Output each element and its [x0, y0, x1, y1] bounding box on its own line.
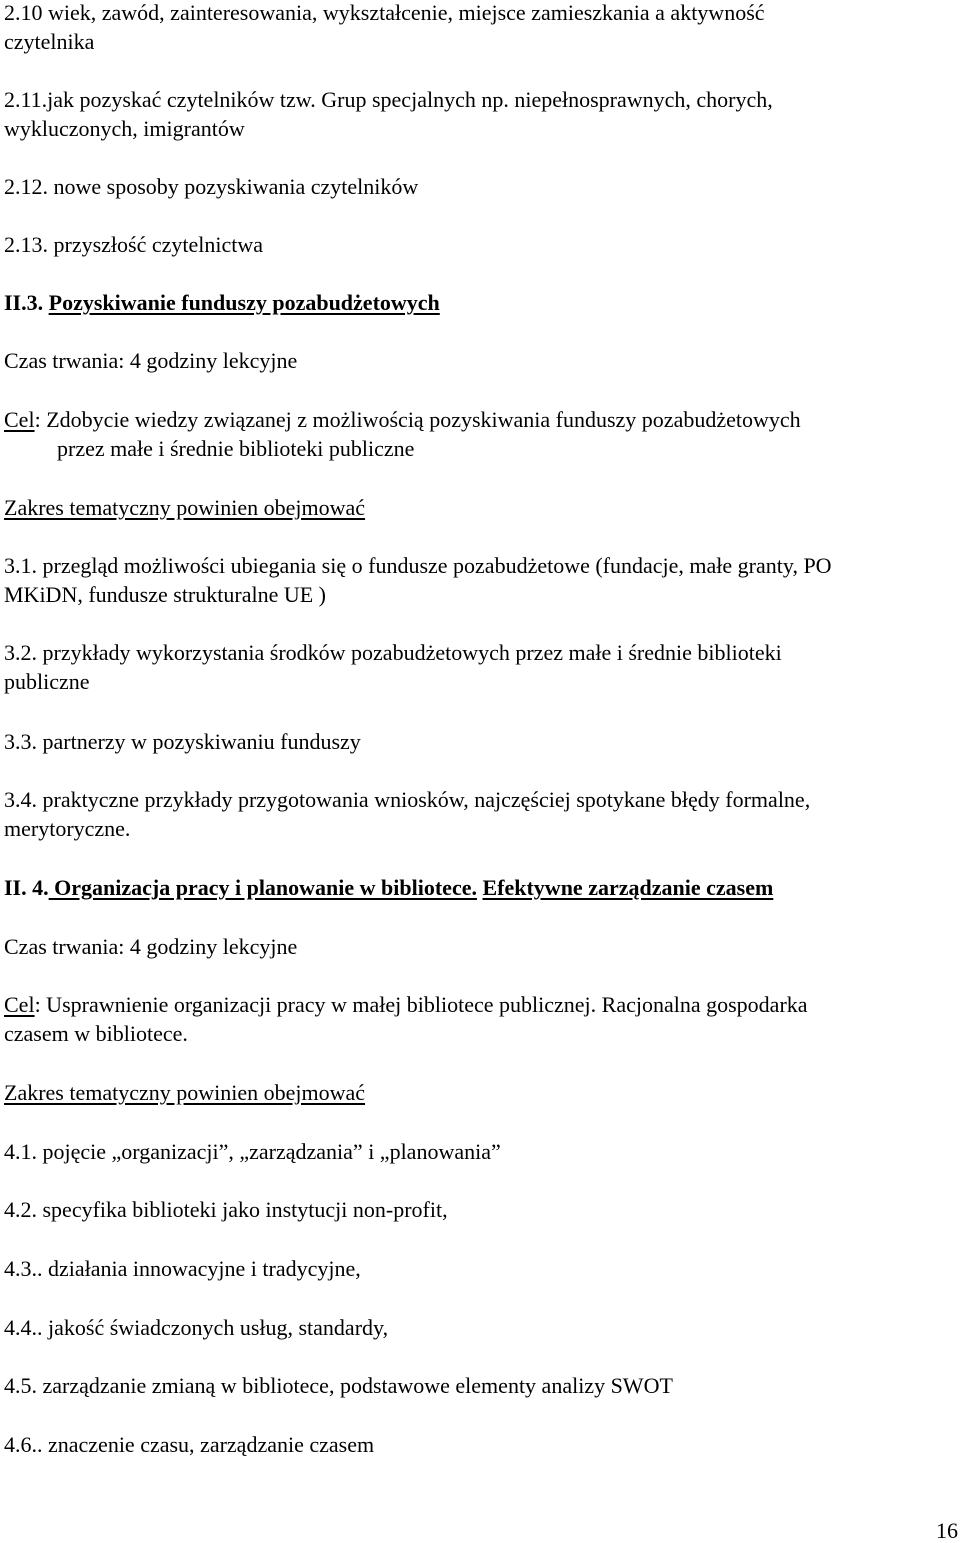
module4-goal-text: : Usprawnienie organizacji pracy w małej bibliotece publicznej. Racjonalna gospodarka	[34, 992, 808, 1017]
module3-item-3-1-line2: MKiDN, fundusze strukturalne UE )	[4, 582, 326, 607]
module4-item-4-1: 4.1. pojęcie „organizacji”, „zarządzania” i „planowania”	[4, 1139, 501, 1164]
module4-title-part2: Efektywne zarządzanie czasem	[482, 875, 774, 900]
item-2-11-line2: wykluczonych, imigrantów	[4, 116, 245, 141]
module3-goal	[4, 407, 801, 433]
module3-item-3-3: 3.3. partnerzy w pozyskiwaniu funduszy	[4, 729, 361, 754]
module4-goal	[4, 992, 808, 1018]
module3-goal-text: Zdobycie wiedzy związanej z możliwością pozyskiwania funduszy pozabudżetowych	[40, 407, 801, 432]
module3-number: II.3.	[4, 290, 49, 315]
module4-goal-label: Cel	[4, 992, 35, 1017]
module3-goal-colon: :	[34, 407, 41, 432]
module3-item-3-4-line2: merytoryczne.	[4, 816, 131, 841]
module4-item-4-6: 4.6.. znaczenie czasu, zarządzanie czasem	[4, 1432, 375, 1457]
module3-goal-label: Cel	[4, 407, 35, 432]
item-2-10-line1: 2.10 wiek, zawód, zainteresowania, wykształcenie, miejsce zamieszkania a aktywność	[4, 0, 765, 25]
module3-item-3-4-line1: 3.4. praktyczne przykłady przygotowania wniosków, najczęściej spotykane błędy formalne,	[4, 787, 811, 812]
item-2-13: 2.13. przyszłość czytelnictwa	[4, 232, 264, 257]
module4-item-4-5: 4.5. zarządzanie zmianą w bibliotece, podstawowe elementy analizy SWOT	[4, 1373, 673, 1398]
module4-item-4-4: 4.4.. jakość świadczonych usług, standardy,	[4, 1315, 389, 1340]
module4-number: II. 4.	[4, 875, 49, 900]
module3-duration: Czas trwania: 4 godziny lekcyjne	[4, 348, 298, 373]
item-2-12: 2.12. nowe sposoby pozyskiwania czytelników	[4, 174, 419, 199]
page-number: 16	[936, 1518, 958, 1543]
module4-item-4-3: 4.3.. działania innowacyjne i tradycyjne,	[4, 1256, 361, 1281]
item-2-10-line2: czytelnika	[4, 29, 95, 54]
module4-scope-heading: Zakres tematyczny powinien obejmować	[4, 1080, 366, 1105]
module4-goal-text-line2: czasem w bibliotece.	[4, 1021, 188, 1046]
module3-heading	[4, 290, 440, 316]
item-2-11-line1: 2.11.jak pozyskać czytelników tzw. Grup specjalnych np. niepełnosprawnych, chorych,	[4, 87, 773, 112]
module3-goal-text-line2: przez małe i średnie biblioteki publiczne	[57, 436, 415, 461]
module3-scope-heading: Zakres tematyczny powinien obejmować	[4, 495, 366, 520]
module4-heading	[4, 875, 773, 901]
module3-item-3-2-line2: publiczne	[4, 669, 90, 694]
module3-title: Pozyskiwanie funduszy pozabudżetowych	[48, 290, 440, 315]
module3-item-3-2-line1: 3.2. przykłady wykorzystania środków pozabudżetowych przez małe i średnie biblioteki	[4, 640, 782, 665]
module4-item-4-2: 4.2. specyfika biblioteki jako instytucji non-profit,	[4, 1197, 448, 1222]
module3-item-3-1-line1: 3.1. przegląd możliwości ubiegania się o fundusze pozabudżetowe (fundacje, małe granty, PO	[4, 553, 832, 578]
module4-duration: Czas trwania: 4 godziny lekcyjne	[4, 934, 298, 959]
module4-title-part1: Organizacja pracy i planowanie w bibliotece.	[48, 875, 477, 900]
